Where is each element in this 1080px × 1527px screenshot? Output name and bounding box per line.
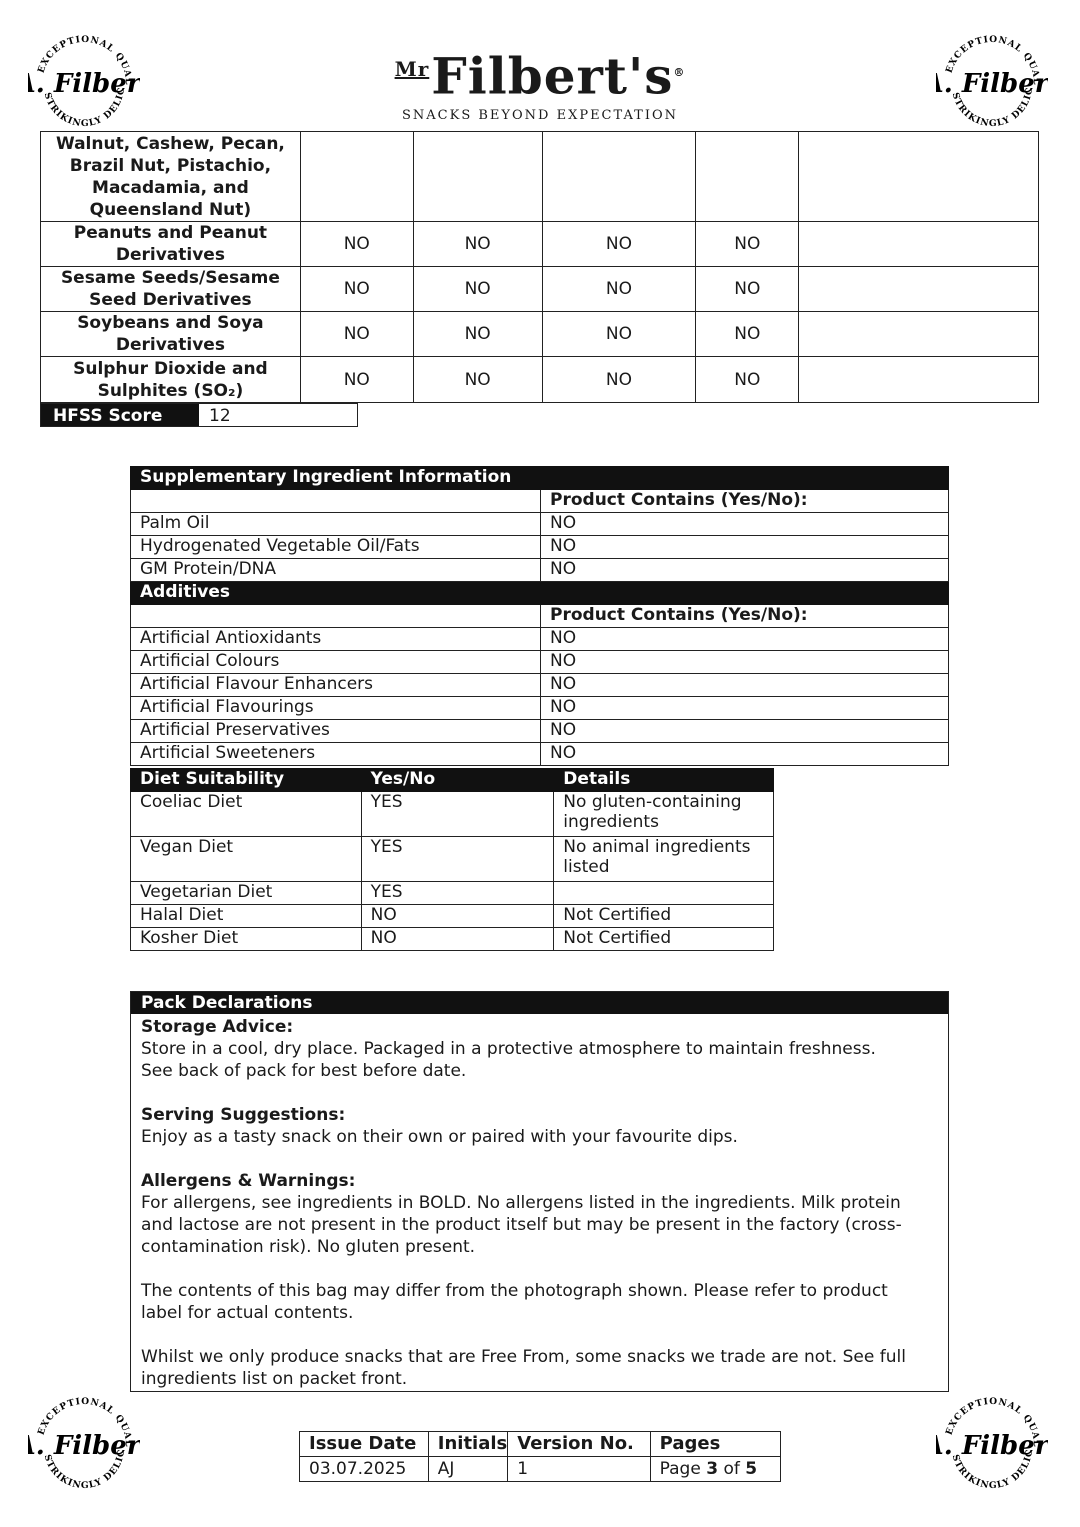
diet-name: Vegetarian Diet <box>131 882 362 905</box>
allergen-value: NO <box>696 267 799 312</box>
allergen-name: Sesame Seeds/Sesame Seed Derivatives <box>41 267 301 312</box>
allergen-value: NO <box>413 312 542 357</box>
table-row <box>41 357 1039 403</box>
allergen-value: NO <box>542 267 696 312</box>
allergen-value <box>799 312 1039 357</box>
page-current: 3 <box>706 1459 719 1479</box>
supplementary-table <box>130 466 949 766</box>
pack-body <box>131 1014 948 1390</box>
allergen-value <box>799 357 1039 403</box>
allergen-value: NO <box>542 357 696 403</box>
svg-text:EXCEPTIONAL QUALITY: EXCEPTIONAL QUAL <box>36 34 134 86</box>
additive-item: Artificial Flavourings <box>131 697 541 720</box>
freefrom-text: ingredients list on packet front. <box>141 1369 408 1389</box>
freefrom-text: Whilst we only produce snacks that are Free From, some snacks we trade are not. See full <box>141 1347 906 1367</box>
column-header: Product Contains (Yes/No): <box>541 490 949 513</box>
quality-seal-top-right <box>936 26 1048 138</box>
footer-value-row <box>300 1457 781 1482</box>
storage-text: Store in a cool, dry place. Packaged in a protective atmosphere to maintain freshness. <box>141 1039 876 1059</box>
pack-title: Pack Declarations <box>131 992 948 1014</box>
allergen-value: NO <box>300 222 413 267</box>
hfss-label: HFSS Score <box>41 404 199 426</box>
allergen-value <box>300 132 413 222</box>
table-row <box>131 697 949 720</box>
allergen-table <box>40 131 1039 403</box>
svg-text:A. Filbert: . Filber <box>35 1431 140 1461</box>
allergen-value: NO <box>542 222 696 267</box>
additive-item: Artificial Sweeteners <box>131 743 541 766</box>
svg-text:EXCEPTIONAL QUALITY: EXCEPTIONAL QUAL <box>944 1396 1042 1448</box>
additive-value: NO <box>541 697 949 720</box>
svg-text:STRIKINGLY DELICIOUS: STRIKINGLY DELIC <box>41 1448 128 1492</box>
allergen-value: NO <box>696 357 799 403</box>
page-word: Page <box>659 1459 701 1479</box>
allergen-value: NO <box>413 267 542 312</box>
ingredient-item: GM Protein/DNA <box>131 559 541 582</box>
initials: AJ <box>428 1457 508 1482</box>
issue-date: 03.07.2025 <box>300 1457 429 1482</box>
diet-details: No animal ingredients listed <box>554 837 774 882</box>
page-total: 5 <box>745 1459 758 1479</box>
brand-name <box>370 42 710 104</box>
column-header: Product Contains (Yes/No): <box>541 605 949 628</box>
serving-heading: Serving Suggestions: <box>141 1105 346 1125</box>
allergen-value: NO <box>696 222 799 267</box>
additive-value: NO <box>541 743 949 766</box>
table-row <box>131 536 949 559</box>
header-diet: Diet Suitability <box>131 769 362 792</box>
allergen-value: NO <box>300 357 413 403</box>
hfss-value: 12 <box>209 406 231 426</box>
ingredient-value: NO <box>541 536 949 559</box>
svg-text:EXCEPTIONAL QUALITY: EXCEPTIONAL QUAL <box>944 34 1042 86</box>
additive-item: Artificial Antioxidants <box>131 628 541 651</box>
storage-heading: Storage Advice: <box>141 1017 294 1037</box>
allergen-value: NO <box>413 222 542 267</box>
allergen-text: contamination risk). No gluten present. <box>141 1237 476 1257</box>
footer-header-row <box>300 1432 781 1457</box>
page-of: of <box>723 1459 740 1479</box>
diet-yes-no: NO <box>361 928 554 951</box>
allergen-text: and lactose are not present in the product itself but may be present in the factory (cross- <box>141 1215 902 1235</box>
additives-title: Additives <box>131 582 949 605</box>
table-row <box>41 267 1039 312</box>
diet-details <box>554 882 774 905</box>
pack-declarations <box>130 991 949 1392</box>
contents-text: label for actual contents. <box>141 1303 354 1323</box>
additive-value: NO <box>541 674 949 697</box>
blank-cell <box>131 490 541 513</box>
table-row <box>131 605 949 628</box>
issue-date-header: Issue Date <box>300 1432 429 1457</box>
quality-seal-bottom-right <box>936 1388 1048 1500</box>
ingredient-item: Hydrogenated Vegetable Oil/Fats <box>131 536 541 559</box>
diet-details: No gluten-containing ingredients <box>554 792 774 837</box>
table-row <box>41 222 1039 267</box>
svg-text:STRIKINGLY DELICIOUS: STRIKINGLY DELIC <box>949 86 1036 130</box>
additive-item: Artificial Flavour Enhancers <box>131 674 541 697</box>
svg-text:STRIKINGLY DELICIOUS: STRIKINGLY DELIC <box>41 86 128 130</box>
table-row <box>131 720 949 743</box>
allergen-value <box>542 132 696 222</box>
blank-cell <box>131 605 541 628</box>
table-row <box>131 928 774 951</box>
allergen-value <box>799 267 1039 312</box>
ingredient-value: NO <box>541 559 949 582</box>
table-row <box>131 490 949 513</box>
diet-suitability-table <box>130 768 774 951</box>
header-yes-no: Yes/No <box>361 769 554 792</box>
table-row <box>131 628 949 651</box>
allergen-heading: Allergens & Warnings: <box>141 1171 356 1191</box>
version-header: Version No. <box>508 1432 650 1457</box>
allergen-value <box>799 222 1039 267</box>
table-row <box>131 651 949 674</box>
allergen-value: NO <box>696 312 799 357</box>
supplementary-title: Supplementary Ingredient Information <box>131 467 949 490</box>
additive-item: Artificial Preservatives <box>131 720 541 743</box>
allergen-name: Soybeans and Soya Derivatives <box>41 312 301 357</box>
additive-item: Artificial Colours <box>131 651 541 674</box>
diet-name: Halal Diet <box>131 905 362 928</box>
allergen-value: NO <box>542 312 696 357</box>
diet-name: Vegan Diet <box>131 837 362 882</box>
table-row <box>131 792 774 837</box>
diet-details: Not Certified <box>554 928 774 951</box>
table-row <box>131 513 949 536</box>
brand-tagline: SNACKS BEYOND EXPECTATION <box>402 107 678 123</box>
allergen-value: NO <box>413 357 542 403</box>
svg-text:A. Filbert: . Filber <box>943 1431 1048 1461</box>
header-details: Details <box>554 769 774 792</box>
brand-name-text: Filbert's <box>431 46 674 106</box>
table-header-row <box>131 769 774 792</box>
page-indicator <box>650 1457 780 1482</box>
table-row <box>131 559 949 582</box>
additive-value: NO <box>541 651 949 674</box>
quality-seal-bottom-left <box>28 1388 140 1500</box>
svg-text:A. Filbert: . Filber <box>943 69 1048 99</box>
version-number: 1 <box>508 1457 650 1482</box>
initials-header: Initials <box>428 1432 508 1457</box>
svg-text:STRIKINGLY DELICIOUS: STRIKINGLY DELIC <box>949 1448 1036 1492</box>
svg-text:EXCEPTIONAL QUALITY: EXCEPTIONAL QUAL <box>36 1396 134 1448</box>
contents-text: The contents of this bag may differ from the photograph shown. Please refer to product <box>141 1281 888 1301</box>
brand-logo <box>370 42 710 123</box>
additive-value: NO <box>541 628 949 651</box>
svg-text:A. Filbert: . Filber <box>35 69 140 99</box>
storage-text: See back of pack for best before date. <box>141 1061 467 1081</box>
allergen-value <box>413 132 542 222</box>
diet-yes-no: YES <box>361 792 554 837</box>
allergen-value: NO <box>300 312 413 357</box>
brand-mr: Mr <box>394 57 430 81</box>
allergen-name: Walnut, Cashew, Pecan, Brazil Nut, Pistachio, Macadamia, and Queensland Nut) <box>41 132 301 222</box>
table-row <box>131 743 949 766</box>
hfss-score <box>40 403 358 427</box>
ingredient-value: NO <box>541 513 949 536</box>
allergen-value <box>696 132 799 222</box>
diet-yes-no: YES <box>361 837 554 882</box>
diet-name: Coeliac Diet <box>131 792 362 837</box>
quality-seal-top-left <box>28 26 140 138</box>
registered-mark: ® <box>673 66 686 79</box>
ingredient-item: Palm Oil <box>131 513 541 536</box>
diet-name: Kosher Diet <box>131 928 362 951</box>
diet-details: Not Certified <box>554 905 774 928</box>
table-row <box>41 312 1039 357</box>
pages-header: Pages <box>650 1432 780 1457</box>
serving-text: Enjoy as a tasty snack on their own or paired with your favourite dips. <box>141 1127 738 1147</box>
allergen-value: NO <box>300 267 413 312</box>
allergen-name: Peanuts and Peanut Derivatives <box>41 222 301 267</box>
table-row <box>131 837 774 882</box>
allergen-value <box>799 132 1039 222</box>
allergen-name: Sulphur Dioxide and Sulphites (SO₂) <box>41 357 301 403</box>
table-row <box>131 882 774 905</box>
section-header <box>131 467 949 490</box>
document-footer <box>299 1431 781 1482</box>
additive-value: NO <box>541 720 949 743</box>
allergen-text: For allergens, see ingredients in BOLD. No allergens listed in the ingredients. Milk protein <box>141 1193 901 1213</box>
table-row <box>131 674 949 697</box>
section-header <box>131 582 949 605</box>
diet-yes-no: YES <box>361 882 554 905</box>
table-row <box>41 132 1039 222</box>
diet-yes-no: NO <box>361 905 554 928</box>
table-row <box>131 905 774 928</box>
